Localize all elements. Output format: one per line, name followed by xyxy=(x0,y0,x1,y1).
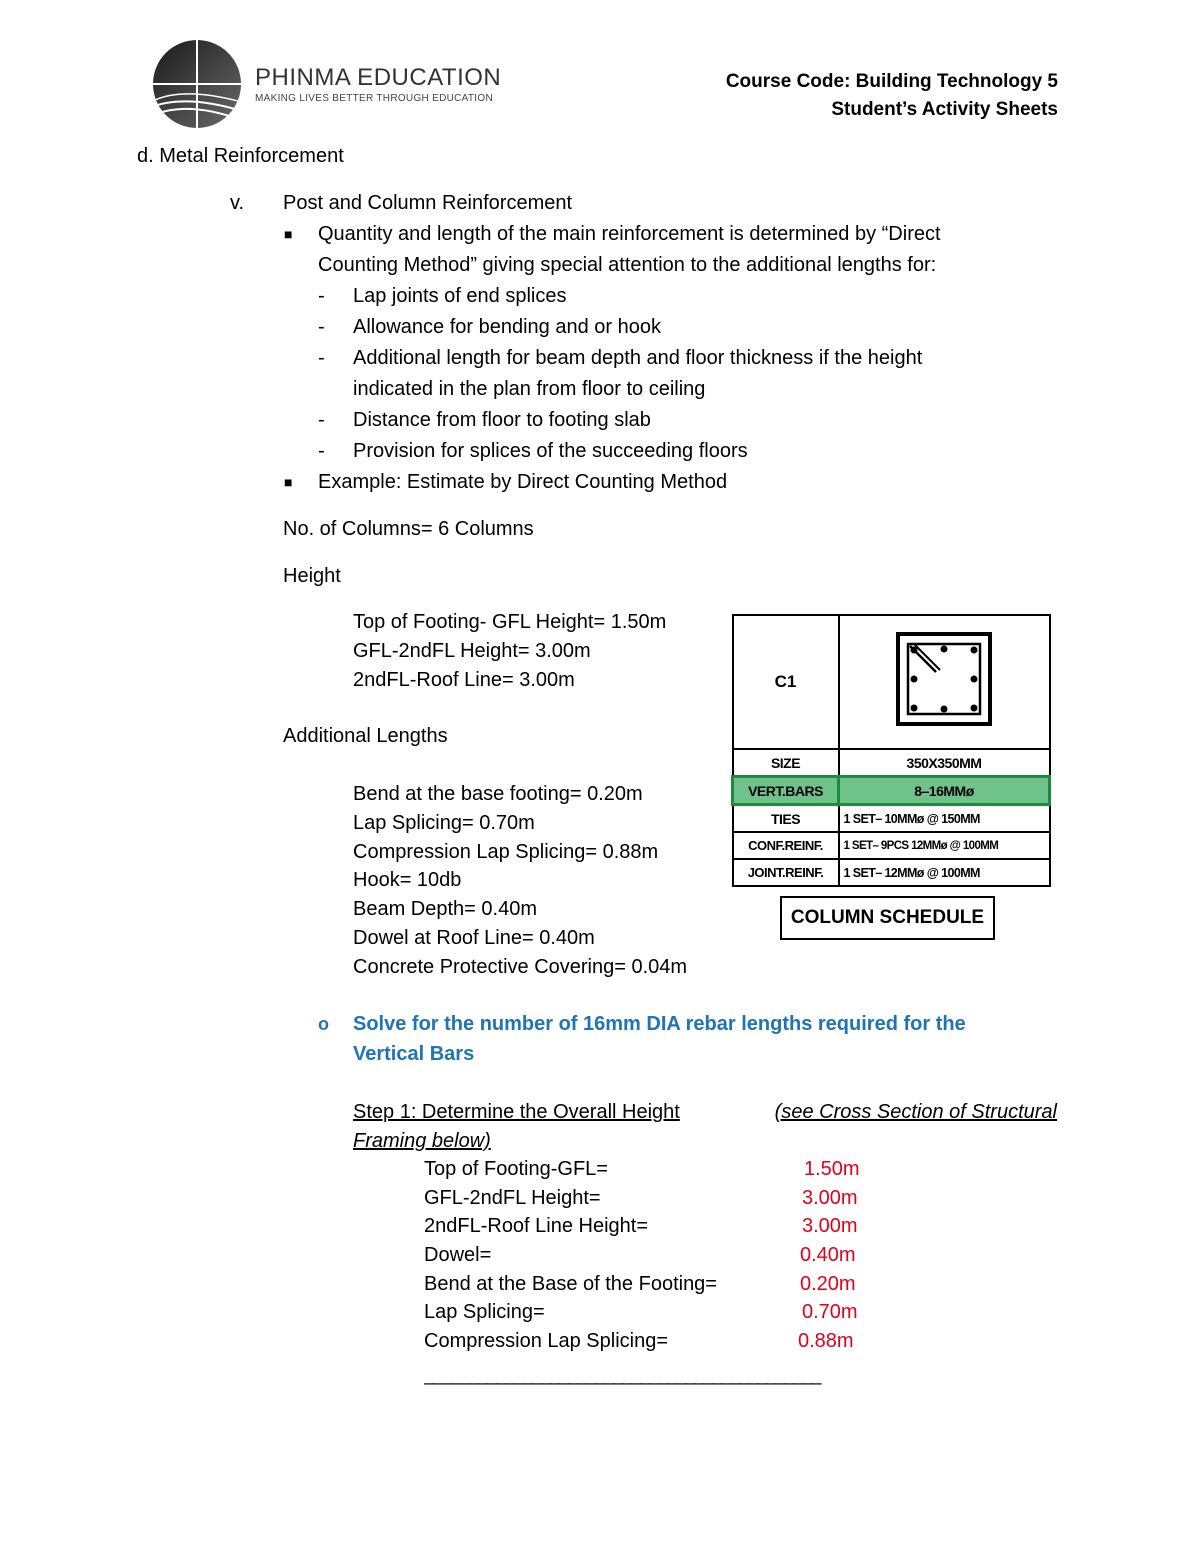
height-label: Height xyxy=(283,565,341,587)
additional-item: Lap Splicing= 0.70m xyxy=(353,812,535,834)
additional-item: Concrete Protective Covering= 0.04m xyxy=(353,956,688,978)
schedule-row-label: JOINT.REINF. xyxy=(733,859,839,886)
additional-item: Bend at the base footing= 0.20m xyxy=(353,783,643,805)
schedule-row-value: 1 SET– 10MMø @ 150MM xyxy=(839,805,1050,833)
height-item: 2ndFL-Roof Line= 3.00m xyxy=(353,669,575,691)
logo-emblem-icon xyxy=(145,38,255,128)
step-note: (see Cross Section of Structural xyxy=(774,1101,1057,1123)
step-item-label: GFL-2ndFL Height= xyxy=(424,1187,601,1209)
step-item-label: 2ndFL-Roof Line Height= xyxy=(424,1215,649,1237)
step-item-label: Bend at the Base of the Footing= xyxy=(424,1273,717,1295)
column-cross-section-icon xyxy=(894,632,994,728)
brand-name: PHINMA EDUCATION xyxy=(255,64,502,91)
height-item: Top of Footing- GFL Height= 1.50m xyxy=(353,611,667,633)
column-schedule-table xyxy=(731,614,1051,882)
schedule-caption: COLUMN SCHEDULE xyxy=(780,896,995,940)
additional-item: Compression Lap Splicing= 0.88m xyxy=(353,841,659,863)
dash-icon: - xyxy=(318,316,325,338)
step-item-value: 3.00m xyxy=(802,1215,858,1237)
step-item-value: 0.88m xyxy=(798,1330,854,1352)
sheet-subtitle: Student’s Activity Sheets xyxy=(831,99,1058,120)
column-section-drawing xyxy=(839,615,1050,749)
additional-item: Dowel at Roof Line= 0.40m xyxy=(353,927,595,949)
task-text: Solve for the number of 16mm DIA rebar lengths required for the xyxy=(353,1013,966,1035)
dash-item: Additional length for beam depth and floor thickness if the height xyxy=(353,347,923,369)
schedule-row-label: TIES xyxy=(733,805,839,833)
task-bullet-icon: o xyxy=(318,1014,329,1034)
schedule-row-label: CONF.REINF. xyxy=(733,832,839,859)
dash-icon: - xyxy=(318,347,325,369)
step-heading xyxy=(353,1100,1057,1124)
step-item-value: 0.70m xyxy=(802,1301,858,1323)
schedule-row-value: 1 SET– 9PCS 12MMø @ 100MM xyxy=(839,832,1050,859)
bullet-text: Quantity and length of the main reinforcement is determined by “Direct xyxy=(318,223,941,245)
sub-numeral: v. xyxy=(230,192,245,214)
step-item-value: 3.00m xyxy=(802,1187,858,1209)
dash-item-continuation: indicated in the plan from floor to ceiling xyxy=(353,378,706,400)
additional-label: Additional Lengths xyxy=(283,725,448,747)
dash-icon: - xyxy=(318,409,325,431)
course-code: Course Code: Building Technology 5 xyxy=(725,71,1058,92)
sum-rule: ____________________________________________ xyxy=(424,1365,821,1385)
step-title: Step 1: Determine the Overall Height xyxy=(353,1101,680,1123)
sub-title: Post and Column Reinforcement xyxy=(283,192,573,214)
column-id: C1 xyxy=(733,615,839,749)
bullet-text: Example: Estimate by Direct Counting Method xyxy=(318,471,728,493)
dash-icon: - xyxy=(318,440,325,462)
schedule-row-label: SIZE xyxy=(733,749,839,777)
step-item-value: 0.20m xyxy=(800,1273,856,1295)
dash-item: Allowance for bending and or hook xyxy=(353,316,661,338)
schedule-row-value: 350X350MM xyxy=(839,749,1050,777)
step-item-label: Compression Lap Splicing= xyxy=(424,1330,669,1352)
additional-item: Hook= 10db xyxy=(353,869,462,891)
schedule-row-value-highlighted: 8–16MMø xyxy=(839,777,1050,805)
step-item-value: 0.40m xyxy=(800,1244,856,1266)
dash-icon: - xyxy=(318,285,325,307)
task-text: Vertical Bars xyxy=(353,1043,475,1065)
square-bullet-icon: ■ xyxy=(284,226,293,242)
additional-item: Beam Depth= 0.40m xyxy=(353,898,537,920)
dash-item: Lap joints of end splices xyxy=(353,285,567,307)
schedule-row-value: 1 SET– 12MMø @ 100MM xyxy=(839,859,1050,886)
dash-item: Distance from floor to footing slab xyxy=(353,409,651,431)
height-item: GFL-2ndFL Height= 3.00m xyxy=(353,640,591,662)
step-item-label: Lap Splicing= xyxy=(424,1301,545,1323)
step-item-label: Top of Footing-GFL= xyxy=(424,1158,608,1180)
step-item-value: 1.50m xyxy=(804,1158,860,1180)
step-note: Framing below) xyxy=(353,1130,491,1152)
section-heading: d. Metal Reinforcement xyxy=(137,145,344,167)
square-bullet-icon: ■ xyxy=(284,474,293,490)
bullet-text: Counting Method” giving special attention to the additional lengths for: xyxy=(318,254,937,276)
columns-count: No. of Columns= 6 Columns xyxy=(283,518,534,540)
schedule-row-label-highlighted: VERT.BARS xyxy=(733,777,839,805)
brand-tagline: MAKING LIVES BETTER THROUGH EDUCATION xyxy=(255,93,493,104)
dash-item: Provision for splices of the succeeding floors xyxy=(353,440,748,462)
step-item-label: Dowel= xyxy=(424,1244,492,1266)
